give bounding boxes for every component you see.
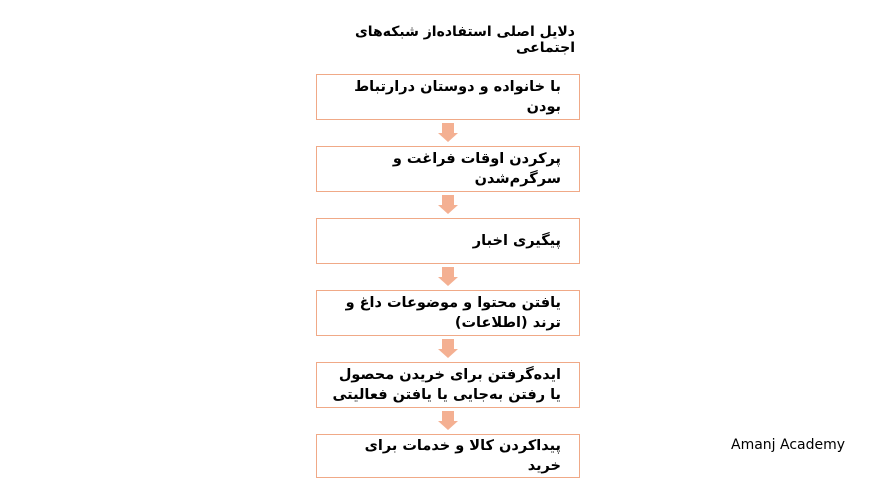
- step-box-5: ایده‌گرفتن برای خریدن محصول یا رفتن به‌جایی یا یافتن فعالیتی: [316, 362, 580, 408]
- down-arrow-icon: [316, 192, 580, 218]
- flowchart: [316, 74, 580, 478]
- diagram-title: دلایل اصلی استفاده‌از شبکه‌های اجتماعی: [354, 24, 575, 56]
- down-arrow-icon: [316, 120, 580, 146]
- step-box-6: پیداکردن کالا و خدمات برای خرید: [316, 434, 580, 478]
- down-arrow-icon: [316, 264, 580, 290]
- down-arrow-icon: [316, 408, 580, 434]
- step-box-3: پیگیری اخبار: [316, 218, 580, 264]
- down-arrow-icon: [316, 336, 580, 362]
- step-box-2: پرکردن اوقات فراغت و سرگرم‌شدن: [316, 146, 580, 192]
- step-box-1: با خانواده و دوستان درارتباط بودن: [316, 74, 580, 120]
- step-box-4: یافتن محتوا و موضوعات داغ و ترند (اطلاعات): [316, 290, 580, 336]
- brand-label: Amanj Academy: [731, 437, 846, 453]
